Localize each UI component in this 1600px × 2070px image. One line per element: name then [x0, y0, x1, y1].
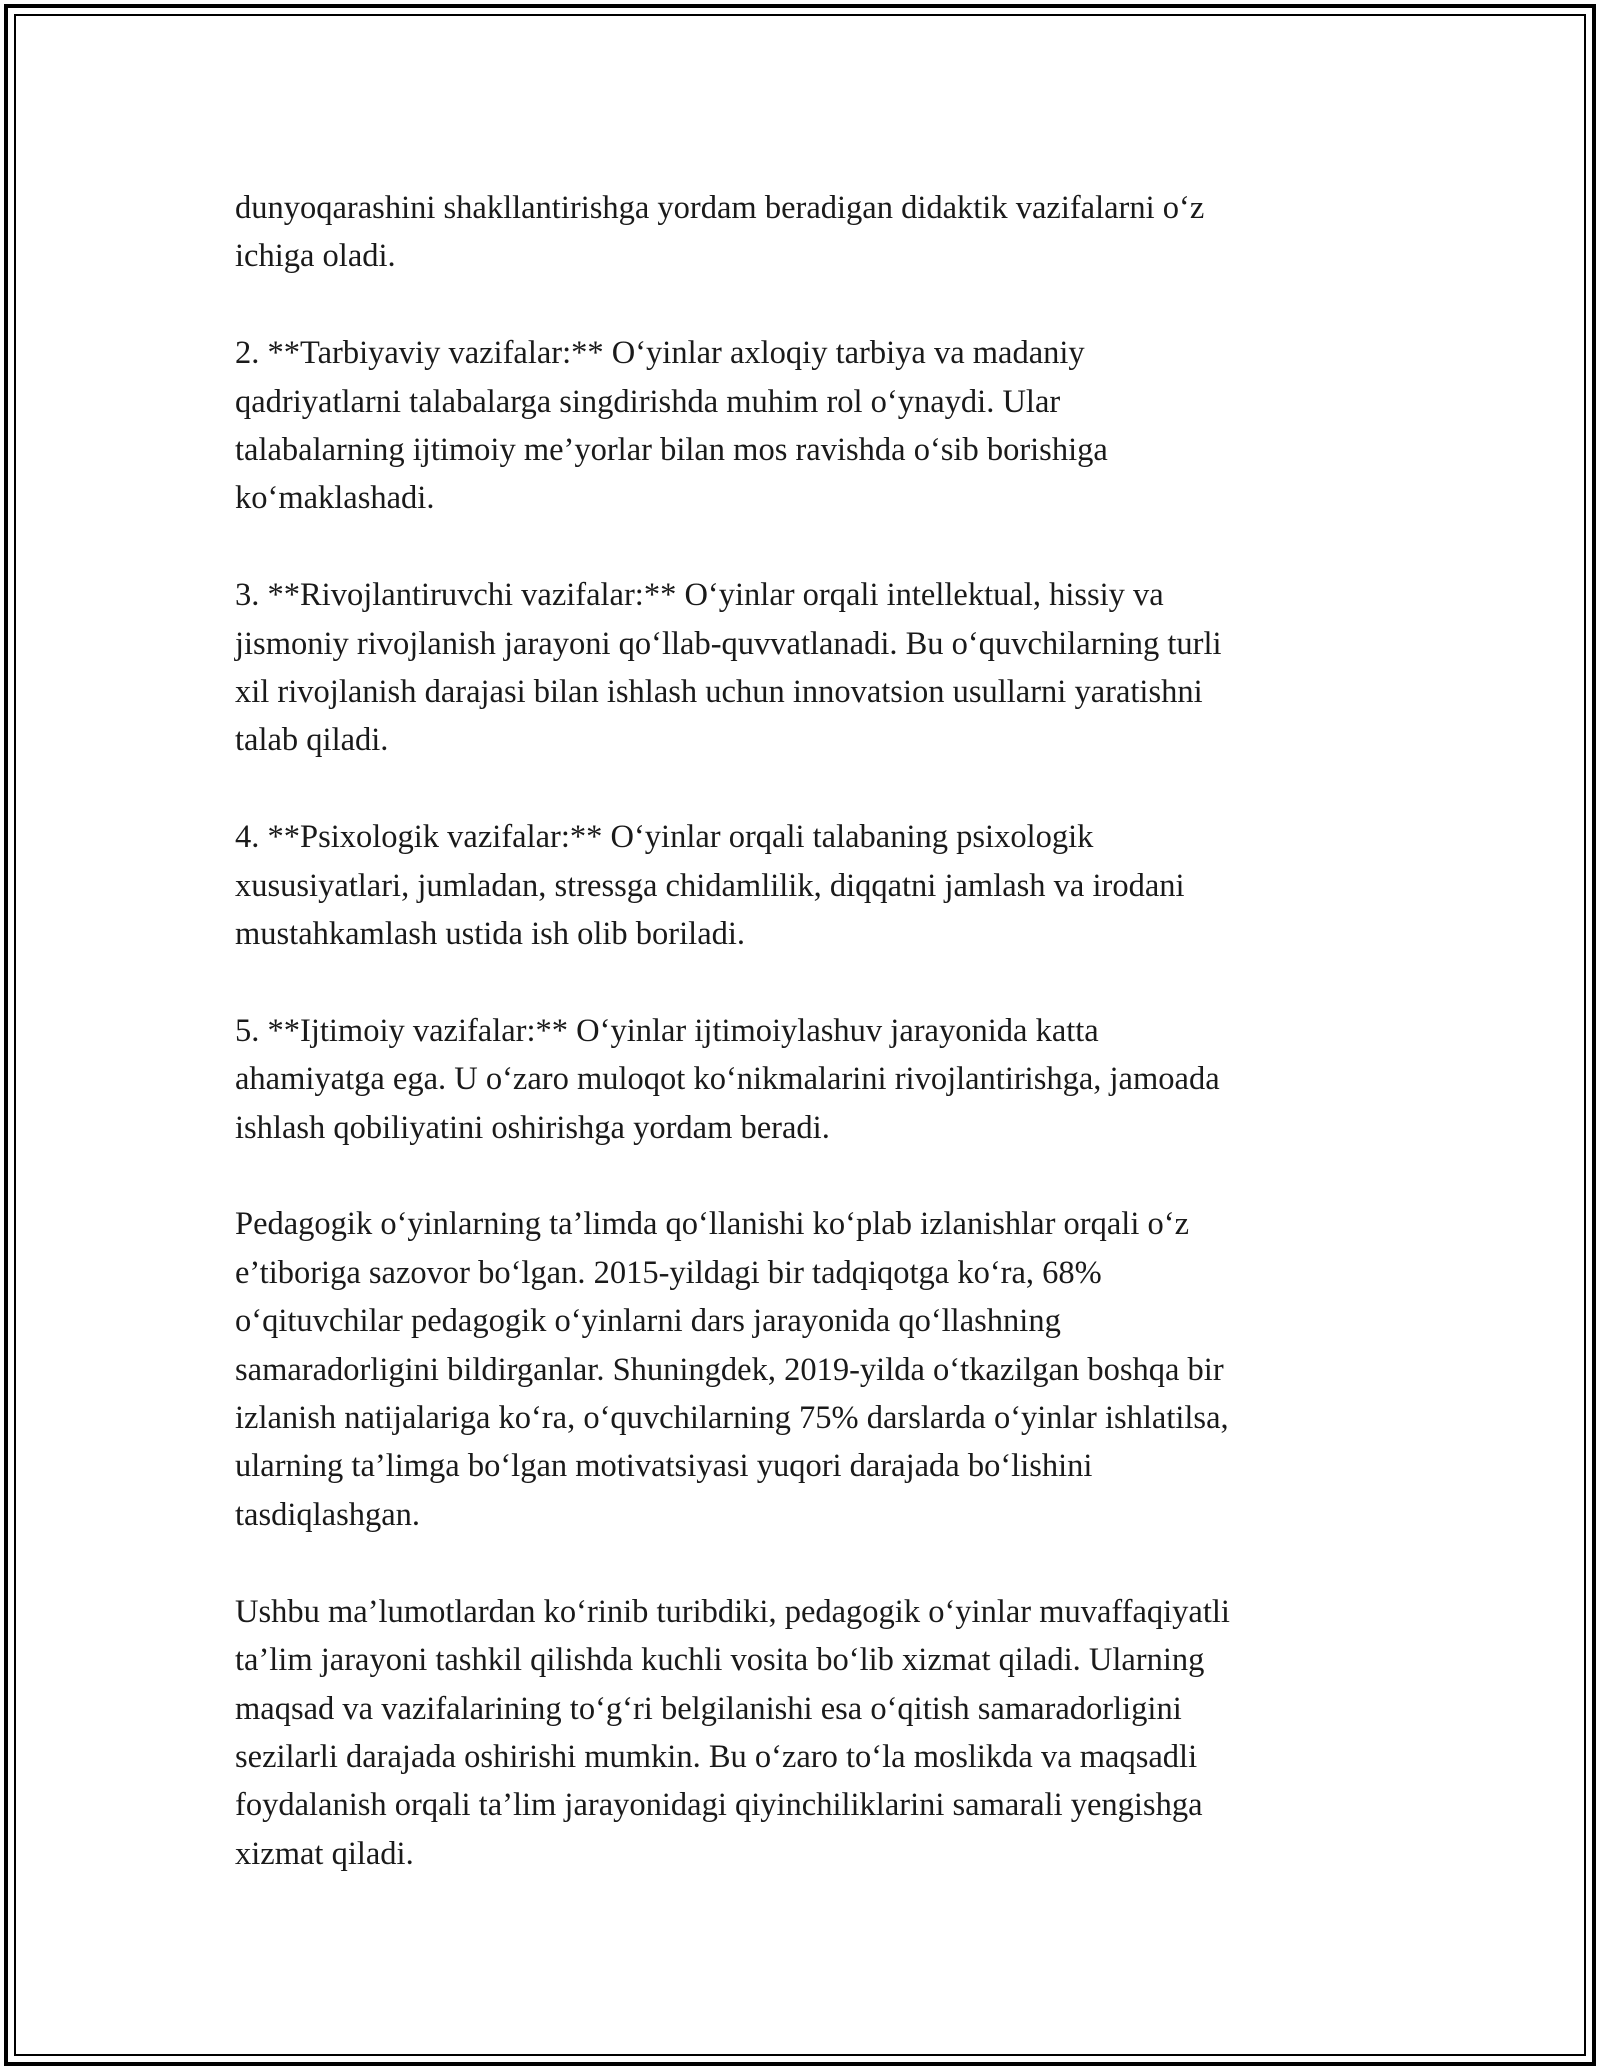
document-body: [235, 184, 1375, 1927]
paragraph-educational-tasks: 2. **Tarbiyaviy vazifalar:** O‘yinlar axloqiy tarbiya va madaniy qadriyatlarni talabalarga singdirishda muhim rol o‘ynaydi. Ular talabalarning ijtimoiy me’yorlar bilan mos ravishda o‘sib borishiga ko‘maklashadi.: [235, 335, 1108, 517]
paragraph-research-findings: Pedagogik o‘yinlarning ta’limda qo‘llanishi ko‘plab izlanishlar orqali o‘z e’tiboriga sazovor bo‘lgan. 2015-yildagi bir tadqiqotga ko‘ra, 68% o‘qituvchilar pedagogik o‘yinlarni dars jarayonida qo‘llashning samaradorligini bildirganlar. Shuningdek, 2019-yilda o‘tkazilgan boshqa bir izlanish natijalariga ko‘ra, o‘quvchilarning 75% darslarda o‘yinlar ishlatilsa, ularning ta’limga bo‘lgan motivatsiyasi yuqori darajada bo‘lishini tasdiqlashgan.: [235, 1206, 1229, 1533]
paragraph-developmental-tasks: 3. **Rivojlantiruvchi vazifalar:** O‘yinlar orqali intellektual, hissiy va jismoniy rivojlanish jarayoni qo‘llab-quvvatlanadi. Bu o‘quvchilarning turli xil rivojlanish darajasi bilan ishlash uchun innovatsion usullarni yaratishni talab qiladi.: [235, 577, 1222, 759]
paragraph-psychological-tasks: 4. **Psixologik vazifalar:** O‘yinlar orqali talabaning psixologik xususiyatlari, jumladan, stressga chidamlilik, diqqatni jamlash va irodani mustahkamlash ustida ish olib boriladi.: [235, 819, 1185, 953]
paragraph-conclusion: Ushbu ma’lumotlardan ko‘rinib turibdiki, pedagogik o‘yinlar muvaffaqiyatli ta’lim jarayoni tashkil qilishda kuchli vosita bo‘lib xizmat qiladi. Ularning maqsad va vazifalarining to‘g‘ri belgilanishi esa o‘qitish samaradorligini sezilarli darajada oshirishi mumkin. Bu o‘zaro to‘la moslikda va maqsadli foydalanish orqali ta’lim jarayonidagi qiyinchiliklarini samarali yengishga xizmat qiladi.: [235, 1593, 1230, 1872]
paragraph-didactic-continuation: dunyoqarashini shakllantirishga yordam beradigan didaktik vazifalarni o‘z ichiga oladi.: [235, 190, 1205, 275]
paragraph-social-tasks: 5. **Ijtimoiy vazifalar:** O‘yinlar ijtimoiylashuv jarayonida katta ahamiyatga ega. U o‘zaro muloqot ko‘nikmalarini rivojlantirishga, jamoada ishlash qobiliyatini oshirishga yordam beradi.: [235, 1012, 1220, 1146]
